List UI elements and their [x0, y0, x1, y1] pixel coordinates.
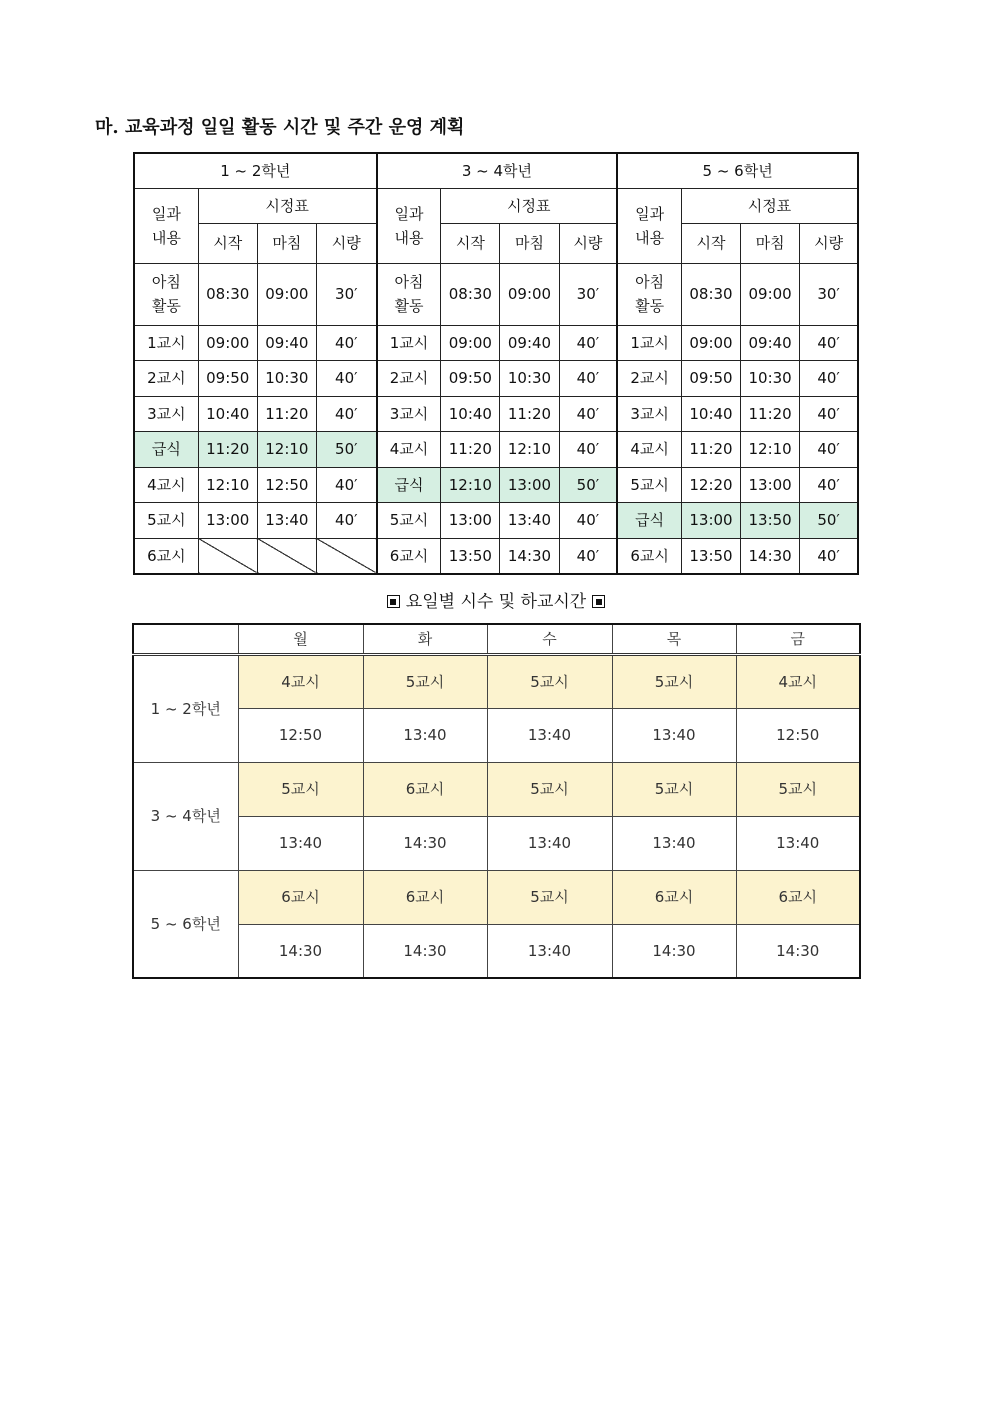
duration: 40′ — [800, 361, 858, 397]
period-count: 6교시 — [238, 870, 363, 924]
duration: 40′ — [800, 325, 858, 361]
periods-row — [133, 870, 860, 924]
end-time: 10:30 — [257, 361, 316, 397]
activity-header-line: 내용 — [151, 228, 181, 247]
activity-header-line: 내용 — [394, 228, 424, 247]
daily-schedule-table — [133, 152, 859, 575]
end-time: 14:30 — [500, 538, 559, 574]
period-count: 6교시 — [363, 870, 487, 924]
end-time: 09:00 — [257, 263, 316, 325]
empty-cell-slash — [257, 538, 316, 574]
dismissal-time: 13:40 — [612, 816, 736, 870]
activity-column-header — [617, 188, 681, 263]
end-time: 13:50 — [741, 503, 800, 539]
start-time: 13:00 — [198, 503, 257, 539]
period-label: 4교시 — [617, 432, 681, 468]
period-label: 1교시 — [617, 325, 681, 361]
morning-activity-label — [377, 263, 441, 325]
duration: 30′ — [559, 263, 617, 325]
start-time: 08:30 — [681, 263, 740, 325]
start-time: 09:50 — [681, 361, 740, 397]
morning-label-line: 활동 — [394, 297, 424, 315]
duration: 30′ — [800, 263, 858, 325]
timetable-header: 시정표 — [441, 188, 617, 223]
period-label: 3교시 — [377, 396, 441, 432]
grade-label: 5 ~ 6학년 — [133, 870, 238, 978]
end-time: 09:00 — [500, 263, 559, 325]
end-time: 10:30 — [500, 361, 559, 397]
grade-group-header: 3 ~ 4학년 — [377, 153, 618, 188]
duration: 40′ — [316, 503, 376, 539]
timetable-header: 시정표 — [198, 188, 376, 223]
dismissal-time: 14:30 — [238, 924, 363, 978]
start-time: 10:40 — [681, 396, 740, 432]
period-count: 5교시 — [736, 762, 860, 816]
duration: 40′ — [559, 325, 617, 361]
period-label: 급식 — [617, 503, 681, 539]
period-label: 급식 — [377, 467, 441, 503]
dismissal-time: 12:50 — [238, 708, 363, 762]
dismissal-row — [133, 924, 860, 978]
duration: 40′ — [559, 396, 617, 432]
end-time: 10:30 — [741, 361, 800, 397]
dismissal-time: 14:30 — [736, 924, 860, 978]
period-count: 5교시 — [612, 654, 736, 708]
activity-column-header — [377, 188, 441, 263]
start-time: 11:20 — [198, 432, 257, 468]
end-time: 11:20 — [257, 396, 316, 432]
end-header: 마침 — [741, 223, 800, 263]
schedule-row — [134, 361, 858, 397]
activity-header-line: 일과 — [151, 204, 181, 223]
dismissal-time: 13:40 — [487, 924, 612, 978]
dismissal-time: 14:30 — [363, 924, 487, 978]
empty-cell-slash — [316, 538, 376, 574]
duration-header: 시량 — [316, 223, 376, 263]
start-time: 13:00 — [441, 503, 500, 539]
activity-column-header — [134, 188, 198, 263]
period-label: 5교시 — [617, 467, 681, 503]
period-count: 4교시 — [736, 654, 860, 708]
start-time: 13:00 — [681, 503, 740, 539]
end-header: 마침 — [500, 223, 559, 263]
start-time: 09:50 — [441, 361, 500, 397]
end-time: 09:40 — [257, 325, 316, 361]
grade-label: 1 ~ 2학년 — [133, 654, 238, 762]
start-time: 08:30 — [441, 263, 500, 325]
start-time: 12:10 — [198, 467, 257, 503]
period-label: 5교시 — [377, 503, 441, 539]
morning-activity-label — [617, 263, 681, 325]
start-time: 09:50 — [198, 361, 257, 397]
dismissal-row — [133, 816, 860, 870]
weekly-title — [0, 587, 992, 612]
period-count: 5교시 — [487, 762, 612, 816]
period-label: 4교시 — [134, 467, 198, 503]
schedule-row — [134, 396, 858, 432]
start-time: 12:20 — [681, 467, 740, 503]
periods-row — [133, 654, 860, 708]
end-time: 12:10 — [741, 432, 800, 468]
duration: 40′ — [800, 396, 858, 432]
schedule-row — [134, 538, 858, 574]
duration: 40′ — [316, 396, 376, 432]
period-count: 5교시 — [363, 654, 487, 708]
duration: 40′ — [559, 361, 617, 397]
duration: 40′ — [559, 503, 617, 539]
end-time: 11:20 — [500, 396, 559, 432]
dismissal-time: 12:50 — [736, 708, 860, 762]
duration: 30′ — [316, 263, 376, 325]
start-time: 09:00 — [198, 325, 257, 361]
grade-group-header: 1 ~ 2학년 — [134, 153, 377, 188]
duration: 40′ — [800, 538, 858, 574]
period-label: 2교시 — [134, 361, 198, 397]
period-count: 5교시 — [238, 762, 363, 816]
dismissal-time: 13:40 — [487, 708, 612, 762]
end-time: 13:00 — [500, 467, 559, 503]
end-time: 11:20 — [741, 396, 800, 432]
duration: 40′ — [316, 467, 376, 503]
period-count: 6교시 — [736, 870, 860, 924]
start-time: 12:10 — [441, 467, 500, 503]
subheader-row — [134, 223, 858, 263]
end-time: 12:10 — [500, 432, 559, 468]
empty-cell-slash — [198, 538, 257, 574]
end-time: 14:30 — [741, 538, 800, 574]
duration: 40′ — [316, 361, 376, 397]
duration-header: 시량 — [559, 223, 617, 263]
corner-cell — [133, 624, 238, 654]
start-time: 08:30 — [198, 263, 257, 325]
section-heading: 마. 교육과정 일일 활동 시간 및 주간 운영 계획 — [95, 117, 465, 138]
period-label: 5교시 — [134, 503, 198, 539]
start-time: 13:50 — [681, 538, 740, 574]
duration: 50′ — [800, 503, 858, 539]
end-time: 13:40 — [500, 503, 559, 539]
period-label: 3교시 — [134, 396, 198, 432]
end-time: 12:10 — [257, 432, 316, 468]
period-label: 6교시 — [134, 538, 198, 574]
duration: 40′ — [800, 432, 858, 468]
day-header: 목 — [612, 624, 736, 654]
schedule-row — [134, 432, 858, 468]
grade-header-row — [134, 153, 858, 188]
dismissal-time: 13:40 — [363, 708, 487, 762]
day-header-row — [133, 624, 860, 654]
schedule-row — [134, 467, 858, 503]
weekly-title-text: 요일별 시수 및 하교시간 — [405, 592, 587, 612]
dismissal-time: 14:30 — [612, 924, 736, 978]
square-bullet-icon — [592, 595, 605, 608]
period-label: 2교시 — [617, 361, 681, 397]
start-header: 시작 — [441, 223, 500, 263]
timetable-header: 시정표 — [681, 188, 858, 223]
period-count: 6교시 — [363, 762, 487, 816]
duration: 40′ — [559, 538, 617, 574]
start-time: 09:00 — [681, 325, 740, 361]
schedule-row — [134, 503, 858, 539]
morning-row — [134, 263, 858, 325]
day-header: 화 — [363, 624, 487, 654]
weekly-hours-table — [132, 623, 861, 979]
period-label: 2교시 — [377, 361, 441, 397]
square-bullet-icon — [387, 595, 400, 608]
duration: 40′ — [316, 325, 376, 361]
dismissal-time: 13:40 — [487, 816, 612, 870]
period-label: 4교시 — [377, 432, 441, 468]
activity-header-line: 일과 — [394, 204, 424, 223]
start-time: 13:50 — [441, 538, 500, 574]
dismissal-row — [133, 708, 860, 762]
duration-header: 시량 — [800, 223, 858, 263]
start-time: 10:40 — [441, 396, 500, 432]
period-count: 5교시 — [487, 870, 612, 924]
period-label: 6교시 — [377, 538, 441, 574]
duration: 50′ — [559, 467, 617, 503]
start-time: 10:40 — [198, 396, 257, 432]
period-label: 3교시 — [617, 396, 681, 432]
activity-header-line: 일과 — [635, 204, 665, 223]
period-count: 5교시 — [612, 762, 736, 816]
day-header: 금 — [736, 624, 860, 654]
day-header: 월 — [238, 624, 363, 654]
period-label: 1교시 — [377, 325, 441, 361]
dismissal-time: 13:40 — [736, 816, 860, 870]
grade-group-header: 5 ~ 6학년 — [617, 153, 858, 188]
start-header: 시작 — [198, 223, 257, 263]
morning-label-line: 아침 — [635, 273, 665, 291]
morning-activity-label — [134, 263, 198, 325]
morning-label-line: 아침 — [394, 273, 424, 291]
period-label: 6교시 — [617, 538, 681, 574]
period-label: 1교시 — [134, 325, 198, 361]
duration: 50′ — [316, 432, 376, 468]
day-header: 수 — [487, 624, 612, 654]
activity-header-line: 내용 — [635, 228, 665, 247]
end-time: 09:40 — [500, 325, 559, 361]
morning-label-line: 활동 — [635, 297, 665, 315]
duration: 40′ — [559, 432, 617, 468]
duration: 40′ — [800, 467, 858, 503]
column-header-row — [134, 188, 858, 223]
grade-label: 3 ~ 4학년 — [133, 762, 238, 870]
period-count: 4교시 — [238, 654, 363, 708]
schedule-row — [134, 325, 858, 361]
end-time: 12:50 — [257, 467, 316, 503]
end-time: 13:00 — [741, 467, 800, 503]
dismissal-time: 14:30 — [363, 816, 487, 870]
start-time: 09:00 — [441, 325, 500, 361]
end-time: 09:00 — [741, 263, 800, 325]
end-time: 13:40 — [257, 503, 316, 539]
start-time: 11:20 — [441, 432, 500, 468]
period-count: 5교시 — [487, 654, 612, 708]
start-header: 시작 — [681, 223, 740, 263]
periods-row — [133, 762, 860, 816]
morning-label-line: 활동 — [151, 297, 181, 315]
morning-label-line: 아침 — [151, 273, 181, 291]
end-time: 09:40 — [741, 325, 800, 361]
start-time: 11:20 — [681, 432, 740, 468]
period-label: 급식 — [134, 432, 198, 468]
period-count: 6교시 — [612, 870, 736, 924]
dismissal-time: 13:40 — [238, 816, 363, 870]
end-header: 마침 — [257, 223, 316, 263]
dismissal-time: 13:40 — [612, 708, 736, 762]
